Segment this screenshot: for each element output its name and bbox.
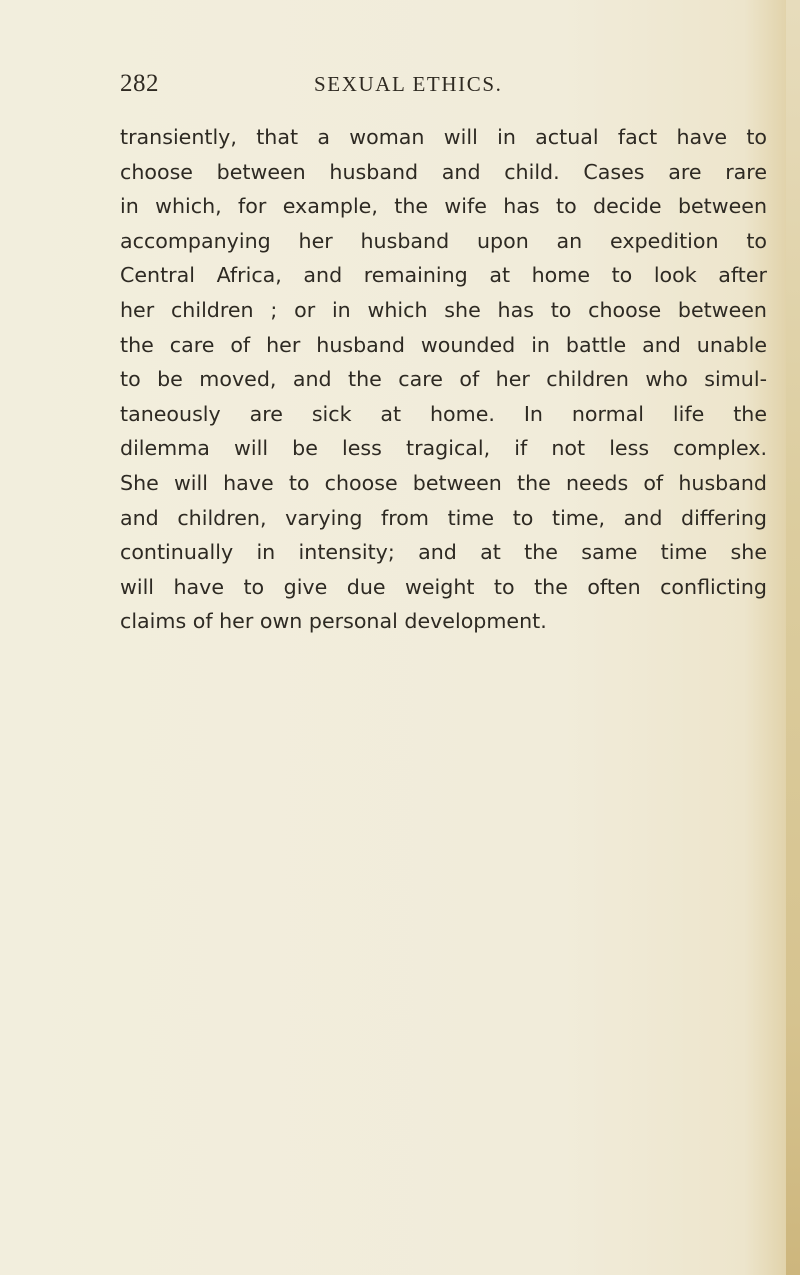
text-line: taneously are sick at home. In normal life the xyxy=(120,401,767,426)
text-line: accompanying her husband upon an expedition to xyxy=(120,228,767,253)
text-line: continually in intensity; and at the same time she xyxy=(120,540,767,565)
page-number: 282 xyxy=(120,70,159,97)
running-head xyxy=(120,70,790,106)
text-line: Central Africa, and remaining at home to look after xyxy=(120,263,767,288)
text-line: transiently, that a woman will in actual fact have to xyxy=(120,125,767,149)
text-line: will have to give due weight to the often conflicting xyxy=(120,574,767,599)
text-line: claims of her own personal development. xyxy=(120,609,547,634)
text-line: She will have to choose between the needs of husband xyxy=(120,470,767,495)
text-line: to be moved, and the care of her children who simul- xyxy=(120,367,767,392)
text-line: and children, varying from time to time, and differing xyxy=(120,505,767,530)
text-line: in which, for example, the wife has to decide between xyxy=(120,194,767,219)
body-paragraph xyxy=(120,120,767,639)
text-line: the care of her husband wounded in battle and unable xyxy=(120,332,767,357)
text-line: her children ; or in which she has to choose between xyxy=(120,297,767,322)
running-title: SEXUAL ETHICS. xyxy=(314,72,503,96)
text-line: choose between husband and child. Cases are rare xyxy=(120,159,767,184)
text-line: dilemma will be less tragical, if not less complex. xyxy=(120,436,767,461)
